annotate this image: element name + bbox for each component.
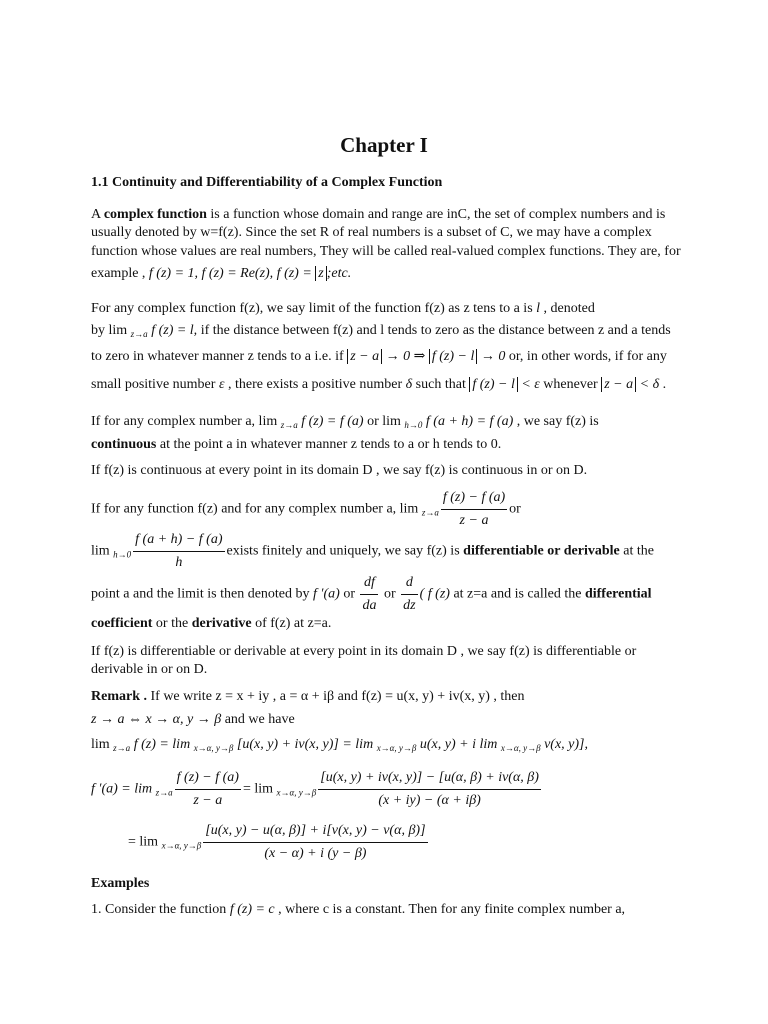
fraction-deriv-2: $\frac{[u(x, y) + iv(x, y)] - [u(\alpha, \beta) + iv(\alpha, \beta)}{(x + iy) - (\alpha + i\beta)}$ (320, 770, 539, 808)
p8: coefficient or the derivative of f(z) at z=a. (91, 616, 332, 631)
examples-heading: Examples (91, 876, 150, 891)
remark-line1: Remark . If we write z = x + iy , a = α + iβ and f(z) = u(x, y) + iv(x, y) , then (91, 689, 525, 704)
fraction-df-da: $\frac{df}{da}$ (362, 575, 377, 613)
fraction-dfz: $\frac{f (z) - f (a)}{z - a}$ (442, 490, 506, 528)
p9-line1: If f(z) is differentiable or derivable at every point in its domain D , we say f(z) is differentiable or (91, 644, 637, 659)
p4: If f(z) is continuous at every point in its domain D , we say f(z) is continuous in or on D. (91, 463, 588, 478)
p1-line1: A complex function is a function whose domain and range are inC, the set of complex numbers and is (91, 207, 666, 222)
chapter-title: Chapter I (340, 133, 428, 157)
p6: lim $_{h\to 0}$ $\frac{f (a + h) - f (a)}{h}$ exists finitely and uniquely, we say f(z) is differentiable or derivable at the (91, 530, 654, 573)
remark-line2: z → a ⇔ x → α, y → β and we have (91, 712, 295, 727)
p9-line2: derivable in or on D. (91, 662, 208, 677)
p1-line3: function whose values are real numbers, They will be called real-valued complex functions. They are, for (91, 244, 681, 259)
section-title: 1.1 Continuity and Differentiability of a Complex Function (91, 175, 443, 190)
p2-line3: to zero in whatever manner z tends to a i.e. if z − a → 0 ⇒ f (z) − l → 0 or, in other words, if for any (91, 349, 667, 364)
p1-line4: example , f (z) = 1, f (z) = Re(z), f (z) = z ;etc. (91, 266, 352, 281)
p5: If for any function f(z) and for any complex number a, lim $_{z\to a}$ $\frac{f (z) - f (a)}{z - a}$ or (91, 488, 521, 531)
fraction-dfh: $\frac{f (a + h) - f (a)}{h}$ (135, 532, 223, 570)
p7: point a and the limit is then denoted by f ′(a) or $\frac{df}{da}$ or $\frac{d}{dz}$ ( f (z) at z=a and is called the differential (91, 573, 652, 616)
p2-line1: For any complex function f(z), we say limit of the function f(z) as z tens to a is l , denoted (91, 301, 595, 316)
remark-line3: lim $_{z\to a}$ f (z) = lim $_{x\to\alpha, y\to\beta}$ [u(x, y) + iv(x, y)] = lim $_{x\to\alpha, y\to\beta}$ u(x, y) + i lim $_{x\to\alpha, y\to\beta}$ v(x, y)], (91, 737, 588, 753)
derivative-equation-1: f ′(a) = lim $_{z\to a}$ $\frac{f (z) - f (a)}{z - a}$ = lim $_{x\to\alpha, y\to\beta}$ $\frac{[u(x, y) + iv(x, y)] - [u(\alpha, \beta) + iv(\alpha, \beta)}{(x + iy) - (\alpha + i\beta)}$ (91, 768, 543, 811)
fraction-deriv-3: $\frac{[u(x, y) - u(\alpha, \beta)] + i[v(x, y) - v(\alpha, \beta)]}{(x - \alpha) + i (y - \beta)}$ (205, 823, 426, 861)
example-1: 1. Consider the function f (z) = c , where c is a constant. Then for any finite complex number a, (91, 902, 626, 917)
p3-line2: continuous at the point a in whatever manner z tends to a or h tends to 0. (91, 437, 502, 452)
p1-line2: usually denoted by w=f(z). Since the set R of real numbers is a subset of C, we may have a complex (91, 225, 652, 240)
fraction-deriv-1: $\frac{f (z) - f (a)}{z - a}$ (176, 770, 239, 808)
p2-line2: by lim $_{z\to a}$ f (z) = l, if the distance between f(z) and l tends to zero as the distance between z and a tends (91, 323, 671, 339)
p3-line1: If for any complex number a, lim $_{z\to a}$ f (z) = f (a) or lim $_{h\to 0}$ f (a + h) = f (a) , we say f(z) is (91, 414, 599, 430)
fraction-d-dz: $\frac{d}{dz}$ (403, 575, 416, 613)
derivative-equation-2: = lim $_{x\to\alpha, y\to\beta}$ $\frac{[u(x, y) - u(\alpha, \beta)] + i[v(x, y) - v(\alpha, \beta)]}{(x - \alpha) + i (y - \beta)}$ (128, 821, 430, 864)
p2-line4: small positive number ε , there exists a positive number δ such that f (z) − l < ε whenever z − a < δ . (91, 377, 667, 392)
